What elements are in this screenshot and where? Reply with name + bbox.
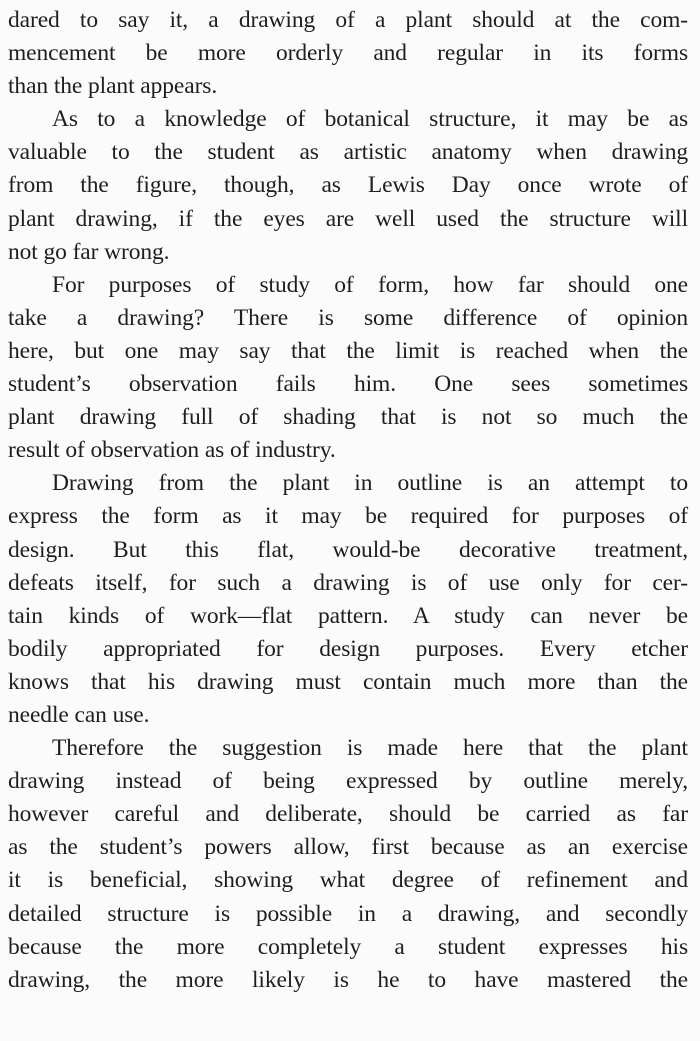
text-line: dared to say it, a drawing of a plant should at the com- <box>8 7 688 33</box>
text-line: however careful and deliberate, should be carried as far <box>8 801 688 828</box>
text-line: express the form as it may be required for purposes of <box>8 503 688 530</box>
text-line: because the more completely a student expresses his <box>8 933 688 960</box>
text-line: Drawing from the plant in outline is an attempt to <box>52 470 688 497</box>
paragraph-5 <box>8 732 688 997</box>
text-line: not go far wrong. <box>8 238 170 265</box>
text-line: it is beneficial, showing what degree of refinement and <box>8 867 688 894</box>
text-line: here, but one may say that the limit is reached when the <box>8 337 688 364</box>
text-line: needle can use. <box>8 701 150 728</box>
text-line: student’s observation fails him. One sees sometimes <box>8 371 688 398</box>
text-line: detailed structure is possible in a drawing, and secondly <box>8 900 688 927</box>
text-line: defeats itself, for such a drawing is of use only for cer- <box>8 569 688 596</box>
text-line: drawing, the more likely is he to have mastered the <box>8 966 688 993</box>
text-line: drawing instead of being expressed by outline merely, <box>8 768 688 795</box>
text-line: as the student’s powers allow, first because as an exercise <box>8 834 688 861</box>
text-line: bodily appropriated for design purposes. Every etcher <box>8 635 688 662</box>
text-line: design. But this flat, would-be decorative treatment, <box>8 536 688 563</box>
page-body <box>8 4 688 997</box>
text-line: For purposes of study of form, how far should one <box>52 271 688 298</box>
text-line: plant drawing, if the eyes are well used the structure will <box>8 205 688 232</box>
text-line: mencement be more orderly and regular in its forms <box>8 40 688 67</box>
paragraph-1 <box>8 4 688 103</box>
paragraph-2 <box>8 103 688 268</box>
text-line: valuable to the student as artistic anatomy when drawing <box>8 139 688 166</box>
text-line: from the figure, though, as Lewis Day once wrote of <box>8 172 688 199</box>
text-line: As to a knowledge of botanical structure, it may be as <box>52 106 688 133</box>
text-line: knows that his drawing must contain much more than the <box>8 668 688 695</box>
paragraph-4 <box>8 467 688 732</box>
text-line: result of observation as of industry. <box>8 437 336 464</box>
text-line: Therefore the suggestion is made here that the plant <box>52 735 688 762</box>
text-line: tain kinds of work—flat pattern. A study can never be <box>8 602 688 629</box>
text-line: take a drawing? There is some difference of opinion <box>8 304 688 331</box>
text-line: plant drawing full of shading that is not so much the <box>8 404 688 431</box>
text-line: than the plant appears. <box>8 73 218 100</box>
paragraph-3 <box>8 269 688 468</box>
